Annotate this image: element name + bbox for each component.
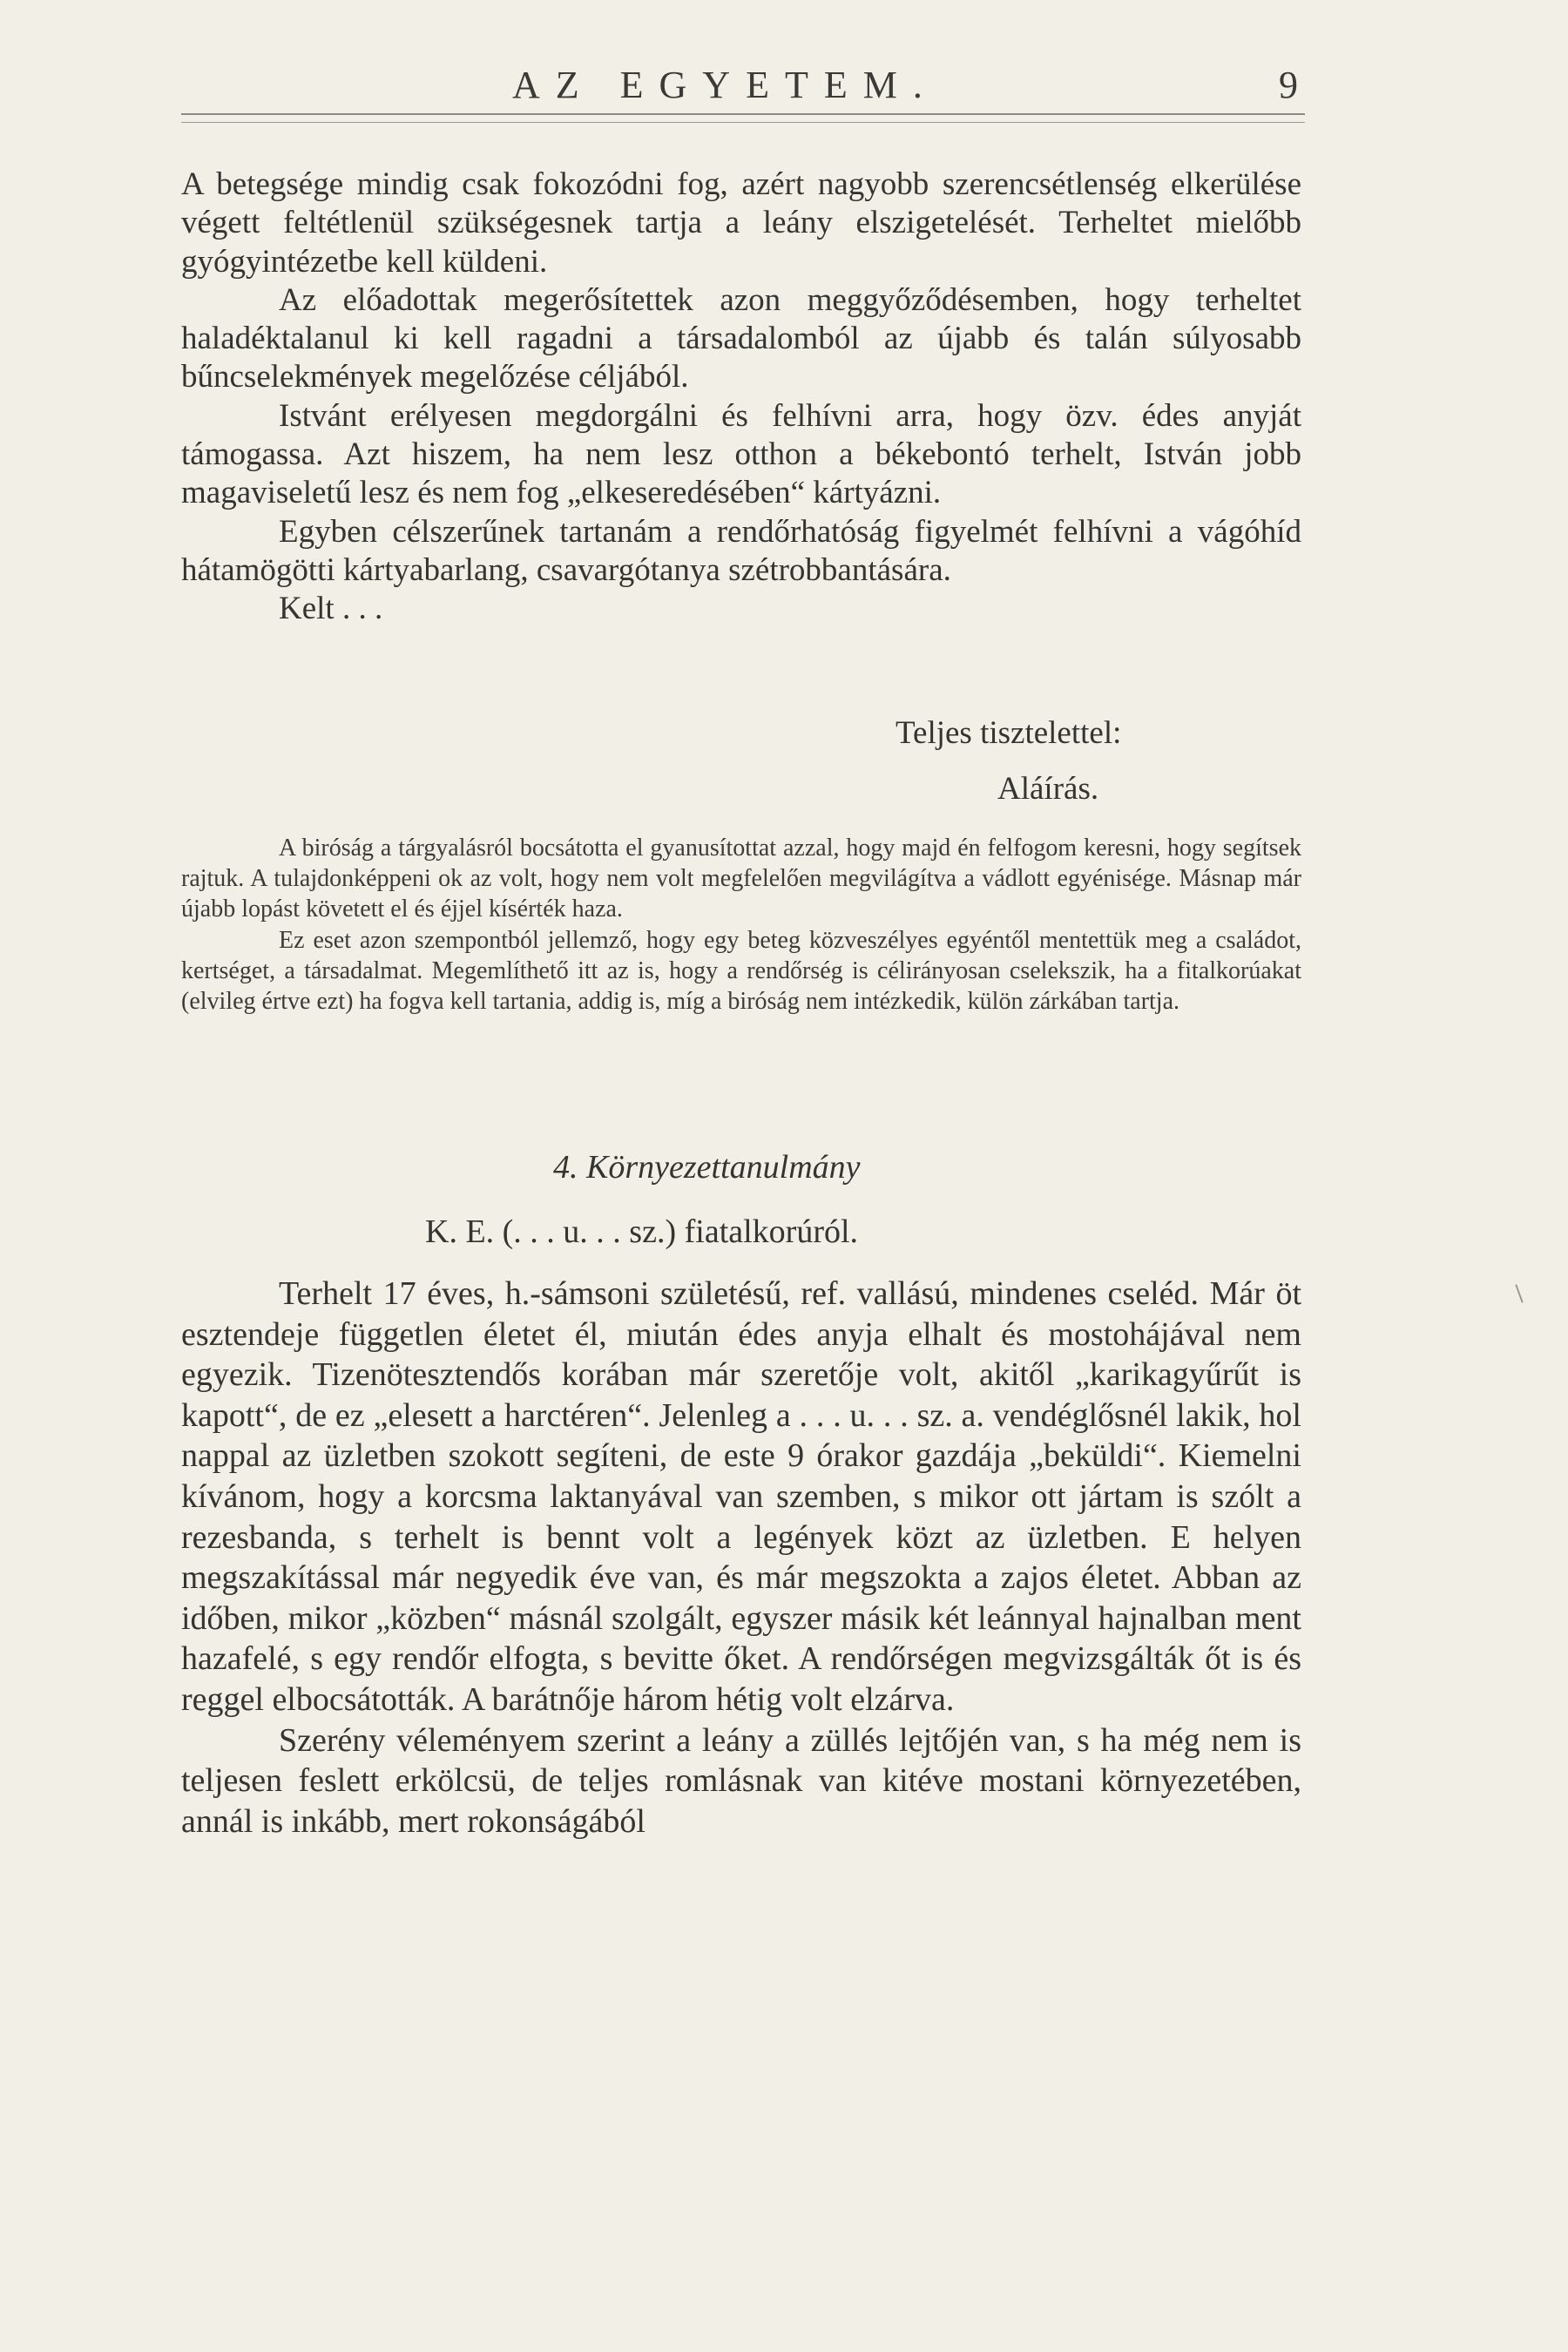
signature: Aláírás.: [997, 771, 1099, 807]
page-header: [181, 63, 1298, 115]
paragraph: Terhelt 17 éves, h.-sámsoni születésű, ref. vallású, mindenes cseléd. Már öt esztendeje független életet él, miután édes anyja elhalt és mostohájával nem egyezik. Tizenötesztendős korában már szeretője volt, akitől „karikagyűrűt is kapott“, de ez „elesett a harctéren“. Jelenleg a . . . u. . . sz. a. vendéglősnél lakik, hol nappal az üzletben szokott segíteni, de este 9 órakor gazdája „beküldi“. Kiemelni kívánom, hogy a korcsma laktanyával van szemben, s mikor ott jártam is szólt a rezesbanda, s terhelt is bennt volt a legények közt az üzletben. E helyen megszakítással már negyedik éve van, és már megszokta a zajos életet. Abban az időben, mikor „közben“ másnál szolgált, egyszer másik két leánnyal hajnalban ment hazafelé, s egy rendőr elfogta, s bevitte őket. A rendőrségen megvizsgálták őt is és reggel elbocsátották. A barátnője három hétig volt elzárva.: [181, 1275, 1301, 1718]
upper-text-block: [181, 166, 1301, 629]
paragraph: Az előadottak megerősítettek azon meggyőződésemben, hogy terheltet haladéktalanul ki kell ragadni a társadalomból az újabb és talán súlyosabb bűncselekmények megelőzése céljából.: [181, 281, 1301, 395]
running-head: AZ EGYETEM.: [512, 64, 938, 106]
note-paragraph: Ez eset azon szempontból jellemző, hogy egy beteg közveszélyes egyéntől mentettük meg a családot, kertséget, a társadalmat. Megemlíthető itt az is, hogy a rendőrség is célirányosan cselekszik, ha a fitalkorúakat (elvileg értve ezt) ha fogva kell tartania, addig is, míg a biróság nem intézkedik, külön zárkában tartja.: [181, 926, 1301, 1016]
page-number: 9: [1279, 64, 1298, 106]
closing-salutation: Teljes tisztelettel:: [896, 715, 1122, 751]
margin-mark: [1515, 1284, 1523, 1302]
paragraph: Egyben célszerűnek tartanám a rendőrhatóság figyelmét felhívni a vágóhíd hátamögötti kártyabarlang, csavargótanya szétrobbantására.: [181, 513, 1301, 588]
section-subheading: K. E. (. . . u. . . sz.) fiatalkorúról.: [425, 1213, 859, 1250]
header-rule-bottom: [181, 122, 1305, 123]
paragraph: Szerény véleményem szerint a leány a züllés lejtőjén van, s ha még nem is teljesen feslett erkölcsü, de teljes romlásnak van kitéve mostani környezetében, annál is inkább, mert rokonságából: [181, 1721, 1301, 1840]
section-heading: 4. Környezettanulmány: [553, 1149, 861, 1186]
notes-block: [181, 833, 1301, 1017]
lower-text-block: [181, 1274, 1301, 1842]
paragraph: A betegsége mindig csak fokozódni fog, azért nagyobb szerencsétlenség elkerülése végett feltétlenül szükségesnek tartja a leány elszigetelését. Terheltet mielőbb gyógyintézetbe kell küldeni.: [181, 166, 1301, 280]
paragraph: Kelt . . .: [279, 591, 383, 627]
paragraph: Istvánt erélyesen megdorgálni és felhívni arra, hogy özv. édes anyját támogassa. Azt hiszem, ha nem lesz otthon a békebontó terhelt, István jobb magaviseletű lesz és nem fog „elkeseredésében“ kártyázni.: [181, 397, 1301, 511]
header-rule-top: [181, 113, 1305, 115]
note-paragraph: A biróság a tárgyalásról bocsátotta el gyanusítottat azzal, hogy majd én felfogom keresni, hogy segítsek rajtuk. A tulajdonképpeni ok az volt, hogy nem volt megfelelően megvilágítva a vádlott egyénisége. Másnap már újabb lopást követett el és éjjel kísérték haza.: [181, 835, 1301, 923]
